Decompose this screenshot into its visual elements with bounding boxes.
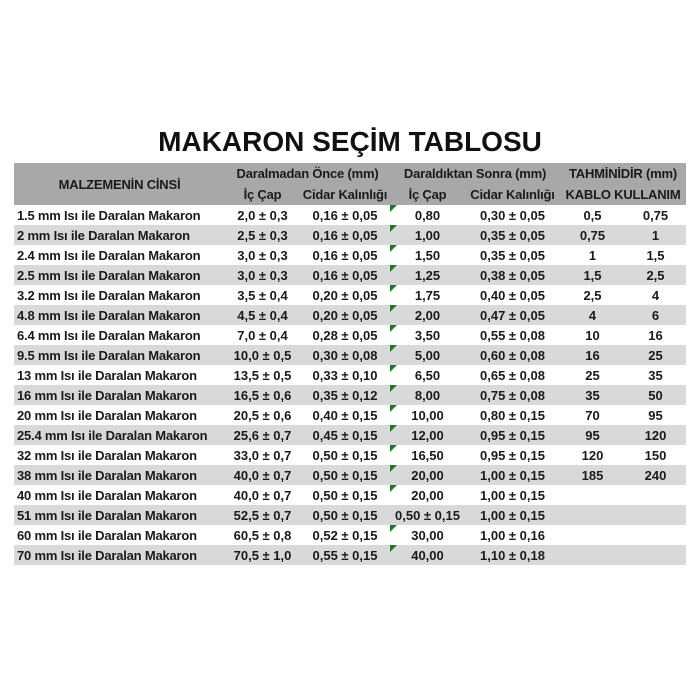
table-row	[14, 345, 686, 365]
cell-comment-corner-icon	[390, 325, 397, 332]
header-sub-wall-thickness-after: Cidar Kalınlığı	[470, 187, 555, 202]
cell-cable-max: 25	[648, 347, 663, 363]
cell-inner-diameter-after: 12,00	[390, 425, 465, 445]
table-row	[14, 465, 686, 485]
cell-cable-max: 150	[644, 447, 667, 463]
cell-inner-diameter-before: 3,0 ± 0,3	[237, 247, 288, 263]
cell-inner-diameter-before: 20,5 ± 0,6	[233, 407, 292, 423]
cell-inner-diameter-after: 8,00	[390, 385, 465, 405]
cell-material-name: 4.8 mm Isı ile Daralan Makaron	[17, 307, 201, 323]
cell-wall-thickness-after: 0,35 ± 0,05	[480, 227, 545, 243]
cell-cable-max: 16	[648, 327, 663, 343]
cell-cable-min: 1,5	[583, 267, 602, 283]
cell-cable-max	[625, 525, 686, 545]
cell-cable-min: 120	[581, 447, 604, 463]
table-row	[14, 285, 686, 305]
table-row	[14, 445, 686, 465]
table-body	[14, 205, 686, 565]
cell-inner-diameter-after: 20,00	[390, 485, 465, 505]
table-row	[14, 325, 686, 345]
cell-material-name: 40 mm Isı ile Daralan Makaron	[17, 487, 197, 503]
cell-wall-thickness-after: 1,00 ± 0,16	[480, 527, 545, 543]
cell-inner-diameter-before: 13,5 ± 0,5	[233, 367, 292, 383]
cell-material-name: 20 mm Isı ile Daralan Makaron	[17, 407, 197, 423]
cell-comment-corner-icon	[390, 285, 397, 292]
cell-inner-diameter-before: 16,5 ± 0,6	[233, 387, 292, 403]
cell-comment-corner-icon	[390, 485, 397, 492]
cell-cable-min	[560, 505, 625, 525]
cell-material-name: 32 mm Isı ile Daralan Makaron	[17, 447, 197, 463]
cell-material-name: 16 mm Isı ile Daralan Makaron	[17, 387, 197, 403]
cell-cable-min: 2,5	[583, 287, 602, 303]
cell-wall-thickness-before: 0,50 ± 0,15	[312, 507, 378, 523]
header-cable-usage: KABLO KULLANIM	[565, 187, 681, 202]
cell-comment-corner-icon	[390, 405, 397, 412]
table-row	[14, 545, 686, 565]
header-sub-inner-diameter-after: İç Çap	[408, 187, 447, 202]
cell-inner-diameter-before: 33,0 ± 0,7	[233, 447, 292, 463]
cell-wall-thickness-before: 0,20 ± 0,05	[312, 287, 378, 303]
cell-wall-thickness-before: 0,50 ± 0,15	[312, 487, 378, 503]
cell-wall-thickness-after: 0,38 ± 0,05	[480, 267, 545, 283]
cell-material-name: 2 mm Isı ile Daralan Makaron	[17, 227, 190, 243]
cell-wall-thickness-after: 0,65 ± 0,08	[480, 367, 545, 383]
cell-wall-thickness-before: 0,40 ± 0,15	[312, 407, 378, 423]
cell-inner-diameter-after: 30,00	[390, 525, 465, 545]
header-group-estimate: TAHMİNİDİR (mm)	[569, 166, 677, 181]
makaron-selection-table	[14, 163, 686, 565]
cell-inner-diameter-before: 40,0 ± 0,7	[233, 487, 292, 503]
cell-cable-min: 1	[588, 247, 597, 263]
cell-wall-thickness-after: 0,35 ± 0,05	[480, 247, 545, 263]
header-material: MALZEMENİN CİNSİ	[58, 176, 181, 192]
cell-wall-thickness-after: 1,00 ± 0,15	[480, 487, 545, 503]
cell-cable-min: 185	[581, 467, 604, 483]
cell-comment-corner-icon	[390, 445, 397, 452]
cell-cable-max	[625, 545, 686, 565]
cell-comment-corner-icon	[390, 425, 397, 432]
cell-wall-thickness-before: 0,28 ± 0,05	[312, 327, 378, 343]
cell-inner-diameter-after: 20,00	[390, 465, 465, 485]
cell-material-name: 60 mm Isı ile Daralan Makaron	[17, 527, 197, 543]
cell-wall-thickness-after: 1,00 ± 0,15	[480, 467, 545, 483]
cell-wall-thickness-before: 0,35 ± 0,12	[312, 387, 378, 403]
cell-comment-corner-icon	[390, 225, 397, 232]
cell-cable-min: 16	[585, 347, 600, 363]
cell-wall-thickness-before: 0,45 ± 0,15	[312, 427, 378, 443]
cell-cable-min: 0,5	[583, 207, 602, 223]
table-row	[14, 505, 686, 525]
cell-comment-corner-icon	[390, 305, 397, 312]
cell-cable-max: 50	[648, 387, 663, 403]
cell-cable-max: 35	[648, 367, 663, 383]
cell-inner-diameter-after: 5,00	[390, 345, 465, 365]
cell-cable-max: 120	[644, 427, 667, 443]
cell-comment-corner-icon	[390, 265, 397, 272]
table-header	[14, 163, 686, 205]
cell-cable-min: 0,75	[579, 227, 606, 243]
cell-inner-diameter-after: 40,00	[390, 545, 465, 565]
table-row	[14, 365, 686, 385]
cell-wall-thickness-after: 0,55 ± 0,08	[480, 327, 545, 343]
cell-inner-diameter-before: 3,0 ± 0,3	[237, 267, 288, 283]
cell-cable-max: 1,5	[646, 247, 665, 263]
cell-inner-diameter-after: 1,75	[390, 285, 465, 305]
cell-inner-diameter-before: 7,0 ± 0,4	[237, 327, 288, 343]
cell-comment-corner-icon	[390, 245, 397, 252]
cell-cable-max	[625, 505, 686, 525]
cell-wall-thickness-before: 0,16 ± 0,05	[312, 267, 378, 283]
cell-wall-thickness-after: 0,60 ± 0,08	[480, 347, 545, 363]
cell-wall-thickness-after: 0,75 ± 0,08	[480, 387, 545, 403]
table-row	[14, 485, 686, 505]
cell-cable-max: 95	[648, 407, 663, 423]
cell-wall-thickness-before: 0,50 ± 0,15	[312, 467, 378, 483]
table-row	[14, 405, 686, 425]
cell-cable-max	[625, 485, 686, 505]
cell-cable-min: 35	[585, 387, 600, 403]
table-row	[14, 425, 686, 445]
cell-cable-max: 0,75	[642, 207, 669, 223]
cell-inner-diameter-before: 25,6 ± 0,7	[233, 427, 292, 443]
table-row	[14, 205, 686, 225]
cell-cable-min	[560, 545, 625, 565]
header-sub-inner-diameter-before: İç Çap	[243, 187, 282, 202]
cell-inner-diameter-before: 60,5 ± 0,8	[233, 527, 292, 543]
cell-wall-thickness-before: 0,16 ± 0,05	[312, 247, 378, 263]
cell-wall-thickness-after: 0,95 ± 0,15	[480, 447, 545, 463]
cell-wall-thickness-before: 0,33 ± 0,10	[312, 367, 378, 383]
cell-cable-min	[560, 485, 625, 505]
cell-cable-max: 6	[651, 307, 660, 323]
page-title: MAKARON SEÇİM TABLOSU	[158, 126, 542, 157]
cell-wall-thickness-after: 0,80 ± 0,15	[480, 407, 545, 423]
cell-inner-diameter-before: 52,5 ± 0,7	[233, 507, 292, 523]
cell-cable-max: 2,5	[646, 267, 665, 283]
cell-comment-corner-icon	[390, 465, 397, 472]
cell-cable-min	[560, 525, 625, 545]
cell-comment-corner-icon	[390, 525, 397, 532]
cell-wall-thickness-before: 0,20 ± 0,05	[312, 307, 378, 323]
cell-wall-thickness-before: 0,16 ± 0,05	[312, 227, 378, 243]
cell-inner-diameter-after: 3,50	[390, 325, 465, 345]
table-row	[14, 385, 686, 405]
cell-material-name: 70 mm Isı ile Daralan Makaron	[17, 547, 197, 563]
cell-wall-thickness-after: 0,30 ± 0,05	[480, 207, 545, 223]
header-group-after-shrink: Daraldıktan Sonra (mm)	[403, 166, 547, 181]
cell-material-name: 9.5 mm Isı ile Daralan Makaron	[17, 347, 201, 363]
cell-wall-thickness-before: 0,52 ± 0,15	[312, 527, 378, 543]
cell-inner-diameter-after: 16,50	[390, 445, 465, 465]
table-row	[14, 225, 686, 245]
cell-comment-corner-icon	[390, 205, 397, 212]
cell-cable-max: 4	[651, 287, 660, 303]
cell-inner-diameter-after: 6,50	[390, 365, 465, 385]
cell-inner-diameter-before: 10,0 ± 0,5	[233, 347, 292, 363]
cell-material-name: 1.5 mm Isı ile Daralan Makaron	[17, 207, 201, 223]
header-sub-wall-thickness-before: Cidar Kalınlığı	[302, 187, 388, 202]
cell-cable-max: 1	[651, 227, 660, 243]
cell-material-name: 51 mm Isı ile Daralan Makaron	[17, 507, 197, 523]
cell-wall-thickness-before: 0,30 ± 0,08	[312, 347, 378, 363]
header-group-before-shrink: Daralmadan Önce (mm)	[236, 166, 379, 181]
cell-comment-corner-icon	[390, 385, 397, 392]
cell-cable-min: 95	[585, 427, 600, 443]
cell-wall-thickness-before: 0,16 ± 0,05	[312, 207, 378, 223]
cell-inner-diameter-before: 40,0 ± 0,7	[233, 467, 292, 483]
cell-inner-diameter-after: 1,00	[390, 225, 465, 245]
cell-wall-thickness-after: 0,95 ± 0,15	[480, 427, 545, 443]
cell-inner-diameter-after: 0,50 ± 0,15	[395, 507, 460, 523]
cell-inner-diameter-before: 2,5 ± 0,3	[237, 227, 288, 243]
cell-material-name: 3.2 mm Isı ile Daralan Makaron	[17, 287, 201, 303]
cell-wall-thickness-before: 0,55 ± 0,15	[312, 547, 378, 563]
cell-inner-diameter-before: 3,5 ± 0,4	[237, 287, 288, 303]
cell-wall-thickness-after: 0,47 ± 0,05	[480, 307, 545, 323]
cell-cable-min: 25	[585, 367, 600, 383]
cell-cable-max: 240	[644, 467, 667, 483]
cell-material-name: 2.5 mm Isı ile Daralan Makaron	[17, 267, 201, 283]
cell-wall-thickness-after: 0,40 ± 0,05	[480, 287, 545, 303]
table-row	[14, 265, 686, 285]
cell-inner-diameter-after: 1,25	[390, 265, 465, 285]
cell-cable-min: 10	[585, 327, 600, 343]
table-row	[14, 525, 686, 545]
cell-wall-thickness-after: 1,10 ± 0,18	[480, 547, 545, 563]
cell-inner-diameter-before: 4,5 ± 0,4	[237, 307, 288, 323]
cell-comment-corner-icon	[390, 365, 397, 372]
cell-wall-thickness-after: 1,00 ± 0,15	[480, 507, 545, 523]
cell-cable-min: 4	[588, 307, 597, 323]
cell-material-name: 13 mm Isı ile Daralan Makaron	[17, 367, 197, 383]
cell-inner-diameter-after: 0,80	[390, 205, 465, 225]
cell-material-name: 38 mm Isı ile Daralan Makaron	[17, 467, 197, 483]
cell-inner-diameter-before: 70,5 ± 1,0	[233, 547, 292, 563]
cell-material-name: 6.4 mm Isı ile Daralan Makaron	[17, 327, 201, 343]
cell-cable-min: 70	[585, 407, 600, 423]
cell-comment-corner-icon	[390, 545, 397, 552]
cell-comment-corner-icon	[390, 345, 397, 352]
cell-inner-diameter-before: 2,0 ± 0,3	[237, 207, 288, 223]
cell-material-name: 2.4 mm Isı ile Daralan Makaron	[17, 247, 201, 263]
cell-inner-diameter-after: 10,00	[390, 405, 465, 425]
cell-material-name: 25.4 mm Isı ile Daralan Makaron	[17, 427, 208, 443]
cell-inner-diameter-after: 2,00	[390, 305, 465, 325]
table-row	[14, 305, 686, 325]
table-row	[14, 245, 686, 265]
cell-wall-thickness-before: 0,50 ± 0,15	[312, 447, 378, 463]
cell-inner-diameter-after: 1,50	[390, 245, 465, 265]
